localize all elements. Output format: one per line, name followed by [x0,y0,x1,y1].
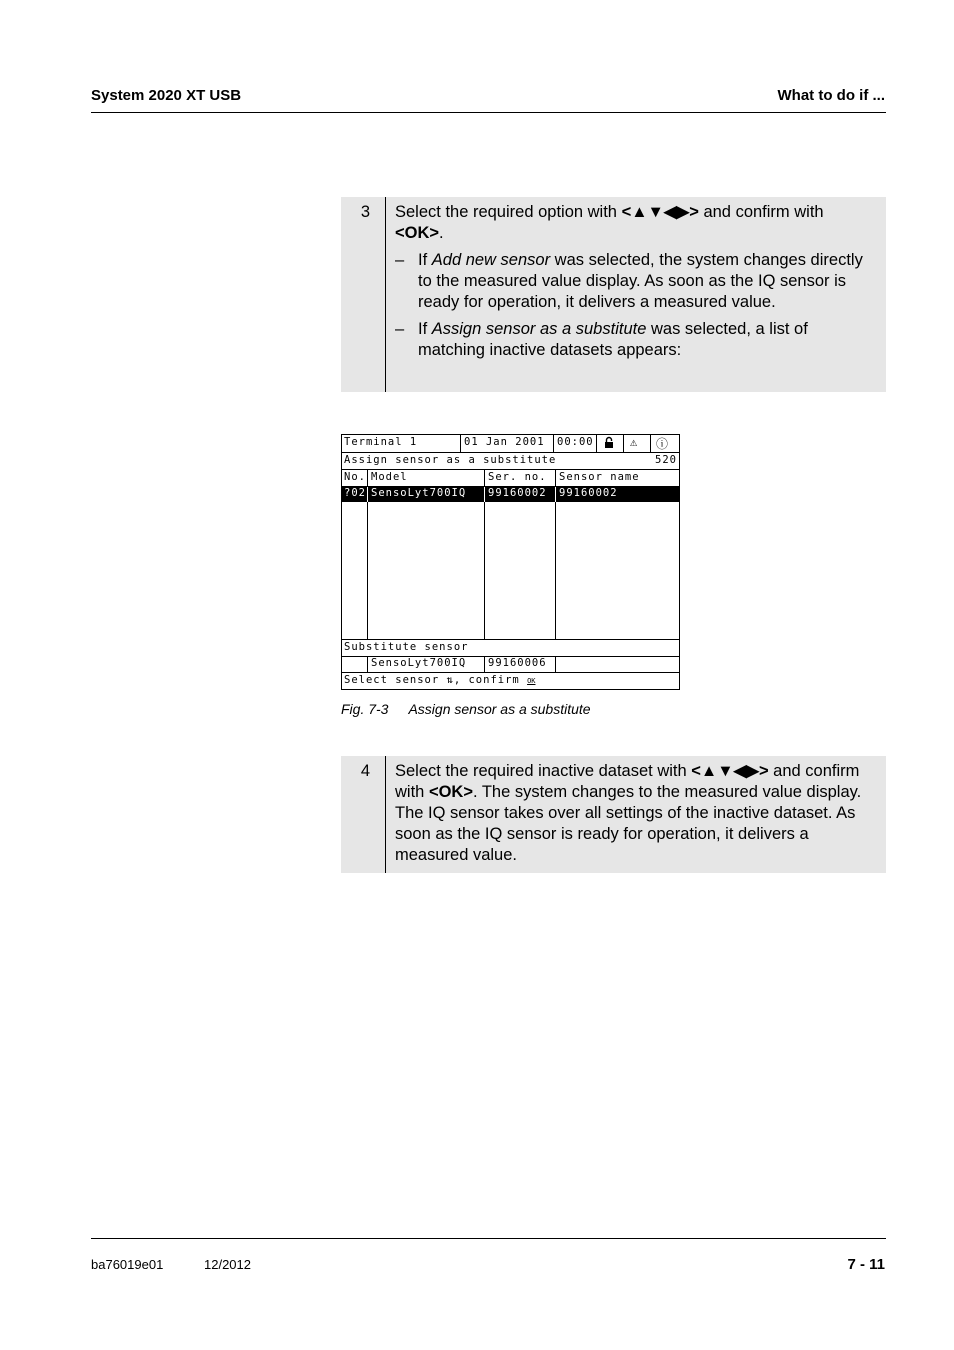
help-line [342,673,679,689]
column-header: Ser. no. [488,471,547,483]
column-header: Sensor name [559,471,640,483]
screen-code: 520 [655,454,677,466]
figure-caption [341,701,591,717]
option-name: Assign sensor as a substitute [431,320,647,338]
lock-icon [601,436,623,452]
arrow-keys: <▲▼◀▶> [691,762,769,780]
doc-id: ba76019e01 [91,1257,164,1272]
info-icon: ⓘ [656,437,670,451]
screen-title: Assign sensor as a substitute [344,454,557,466]
table-row-selected[interactable] [342,487,679,502]
step-4-box [341,756,886,873]
screen-title-row [342,453,679,469]
header-rule [91,112,886,113]
substitute-label: Substitute sensor [344,641,469,653]
terminal-name: Terminal 1 [344,436,418,448]
doc-date: 12/2012 [204,1257,251,1272]
table-header [342,470,679,486]
row-serial: 99160002 [488,487,547,499]
substitute-label-row [342,640,679,656]
ok-key: <OK> [428,783,473,801]
substitute-serial: 99160006 [488,657,547,669]
option-name: Add new sensor [431,251,551,269]
page-number: 7 - 11 [847,1256,885,1273]
step-4-instruction: Select the required inactive dataset with <▲▼◀▶> and confirm with <OK>. The system changes to the measured value display. The IQ sensor takes over all settings of the inactive dataset. As soon as the IQ sensor is ready for operation, it delivers a measured value. [395,762,862,864]
step-number: 3 [341,197,386,392]
scroll-icon: ⇅ [446,674,454,686]
step-body [386,756,886,873]
running-header-title: System 2020 XT USB [91,87,242,104]
step-body [386,197,886,392]
figure-label: Fig. 7-3 [341,701,389,717]
bullet-item: – If Add new sensor was selected, the system changes directly to the measured value display. As soon as the IQ sensor is ready for operation, it delivers a measured value. [395,251,863,311]
status-bar [342,435,679,452]
substitute-model: SensoLyt700IQ [371,657,467,669]
warning-icon: ⚠ [630,435,639,449]
date-readout: 01 Jan 2001 [464,436,545,448]
ok-icon: OK [527,677,536,685]
running-header-section: What to do if ... [777,87,885,104]
figure-caption-text: Assign sensor as a substitute [408,701,591,717]
time-readout: 00:00 [557,436,594,448]
footer-rule [91,1238,886,1239]
row-number: ?02 [344,487,366,499]
arrow-keys: <▲▼◀▶> [621,203,699,221]
bullet-item: – If Assign sensor as a substitute was selected, a list of matching inactive datasets appears: [395,320,808,359]
step-number: 4 [341,756,386,873]
step-3-instruction: Select the required option with <▲▼◀▶> and confirm with <OK>. [395,203,824,242]
terminal-display [341,434,680,690]
row-model: SensoLyt700IQ [371,487,467,499]
column-header: Model [371,471,408,483]
help-text: Select sensor ⇅, confirm OK [344,674,536,686]
column-header: No. [344,471,366,483]
row-sensor-name: 99160002 [559,487,618,499]
ok-key: <OK> [395,224,440,242]
substitute-sensor-row [342,657,679,672]
step-3-box [341,197,886,392]
